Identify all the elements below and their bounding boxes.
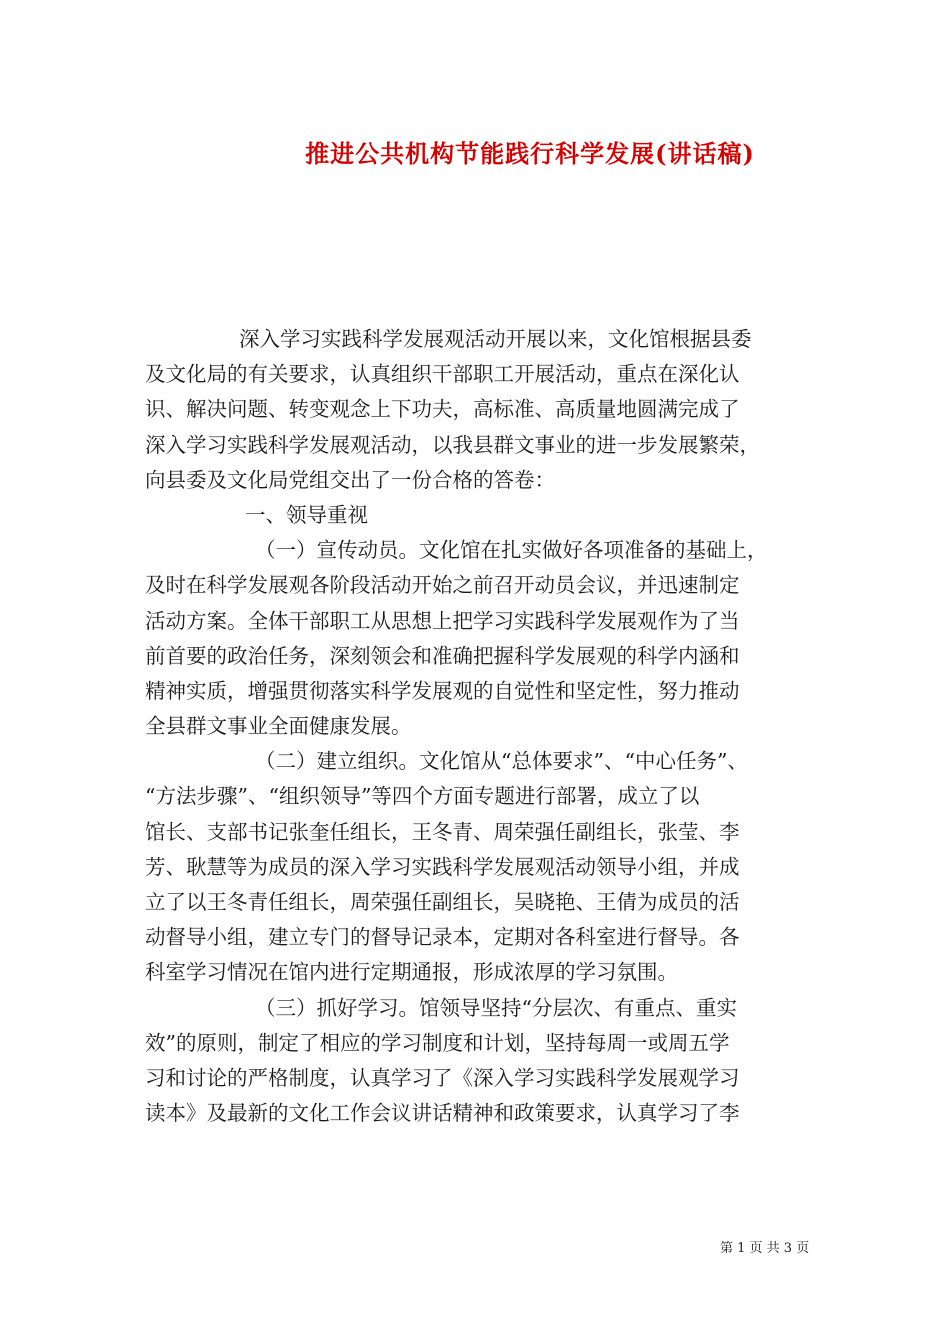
text-line: 及文化局的有关要求，认真组织干部职工开展活动，重点在深化认 [145,362,740,387]
text-line: 馆长、支部书记张奎任组长，王冬青、周荣强任副组长，张莹、李 [145,819,740,844]
text-line: 立了以王冬青任组长，周荣强任副组长，吴晓艳、王倩为成员的活 [145,890,740,914]
text-line: 精神实质，增强贯彻落实科学发展观的自觉性和坚定性，努力推动 [145,678,740,703]
text-line: （一）宣传动员。文化馆在扎实做好各项准备的基础上， [255,538,768,563]
text-line: 动督导小组，建立专门的督导记录本，定期对各科室进行督导。各 [145,925,740,950]
text-line: 向县委及文化局党组交出了一份合格的答卷： [145,467,555,492]
text-line: 效”的原则，制定了相应的学习制度和计划，坚持每周一或周五学 [145,1030,730,1055]
text-line: 读本》及最新的文化工作会议讲话精神和政策要求，认真学习了李 [145,1101,740,1126]
text-line: 及时在科学发展观各阶段活动开始之前召开动员会议，并迅速制定 [145,573,740,598]
text-line: 科室学习情况在馆内进行定期通报，形成浓厚的学习氛围。 [145,960,678,985]
text-line: 活动方案。全体干部职工从思想上把学习实践科学发展观作为了当 [145,608,740,633]
document-body [145,322,815,1131]
text-line: 深入学习实践科学发展观活动开展以来，文化馆根据县委 [239,327,752,351]
text-line: 全县群文事业全面健康发展。 [145,714,412,739]
text-line: 芳、耿慧等为成员的深入学习实践科学发展观活动领导小组，并成 [145,854,740,879]
text-line: 前首要的政治任务，深刻领会和准确把握科学发展观的科学内涵和 [145,643,740,668]
page-footer: 第 1 页 共 3 页 [720,1241,810,1256]
text-line: 深入学习实践科学发展观活动，以我县群文事业的进一步发展繁荣， [145,432,760,457]
text-line: （二）建立组织。文化馆从“总体要求”、“中心任务”、 [255,749,748,774]
text-line: 识、解决问题、转变观念上下功夫，高标准、高质量地圆满完成了 [145,397,740,422]
text-line: 一、领导重视 [245,502,368,527]
text-line: “方法步骤”、“组织领导”等四个方面专题进行部署，成立了以 [145,784,700,809]
text-line: （三）抓好学习。馆领导坚持“分层次、有重点、重实 [255,995,737,1020]
document-title: 推进公共机构节能践行科学发展(讲话稿) [305,139,755,168]
text-line: 习和讨论的严格制度，认真学习了《深入学习实践科学发展观学习 [145,1065,740,1090]
